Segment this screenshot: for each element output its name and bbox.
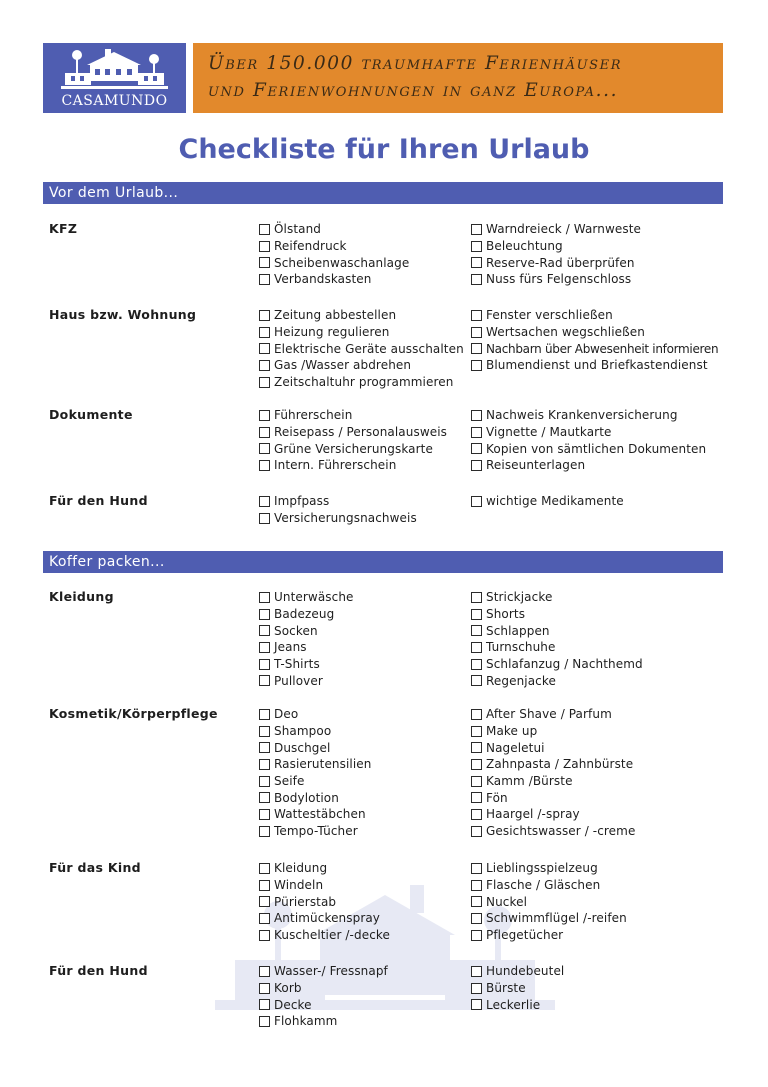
checklist-item[interactable] [471, 672, 643, 689]
checklist-item-label: Fenster verschließen [486, 308, 613, 323]
checklist-item-label: Make up [486, 724, 538, 739]
checklist-item-label: Seife [274, 774, 305, 789]
checklist-item-label: Nuckel [486, 894, 528, 909]
checkbox[interactable] [471, 759, 482, 770]
checklist-column-right [471, 307, 718, 374]
checklist-item[interactable] [259, 457, 447, 474]
checkbox[interactable] [259, 983, 270, 994]
checklist-item-label: After Shave / Parfum [486, 707, 612, 722]
checklist-item-label: Shorts [486, 607, 526, 622]
checkbox[interactable] [259, 609, 270, 620]
checkbox[interactable] [471, 460, 482, 471]
checklist-item-label: Scheibenwaschanlage [274, 255, 410, 270]
checklist-item-label: Intern. Führerschein [274, 458, 397, 473]
checklist-item[interactable] [471, 639, 643, 656]
checklist-item-label: Schwimmflügel /-reifen [486, 911, 627, 926]
checkbox[interactable] [471, 496, 482, 507]
checkbox[interactable] [471, 592, 482, 603]
checklist-item-label: Lieblingsspielzeug [486, 861, 598, 876]
checklist-item-label: Nachweis Krankenversicherung [486, 408, 678, 423]
checklist-item-label: Deo [274, 707, 299, 722]
category-label: Haus bzw. Wohnung [49, 307, 197, 322]
checklist-item[interactable] [471, 823, 635, 840]
category-label: Für den Hund [49, 493, 148, 508]
checklist-item-label: Leckerlie [486, 997, 541, 1012]
checklist-item-label: Zeitung abbestellen [274, 308, 397, 323]
checklist-item-label: Warndreieck / Warnweste [486, 222, 642, 237]
checklist-item-label: Führerschein [274, 408, 353, 423]
checklist-item[interactable] [259, 706, 371, 723]
checklist-item-label: Vignette / Mautkarte [486, 425, 612, 440]
checklist-item[interactable] [471, 963, 564, 980]
checkbox[interactable] [259, 809, 270, 820]
checklist-item[interactable] [259, 1013, 388, 1030]
checklist-item[interactable] [259, 589, 354, 606]
checklist-item[interactable] [259, 789, 371, 806]
checklist-item-label: wichtige Medikamente [486, 494, 624, 509]
checklist-item-label: Nageletui [486, 740, 545, 755]
checkbox[interactable] [259, 592, 270, 603]
checklist-item[interactable] [259, 756, 371, 773]
checklist-item-label: Wasser-/ Fressnapf [274, 964, 388, 979]
checklist-column-right [471, 589, 643, 689]
checklist-item[interactable] [259, 254, 409, 271]
checklist-item-label: Zeitschaltuhr programmieren [274, 375, 454, 390]
checkbox[interactable] [471, 224, 482, 235]
checklist-item[interactable] [471, 357, 718, 374]
checkbox[interactable] [259, 377, 270, 388]
checkbox[interactable] [259, 443, 270, 454]
checkbox[interactable] [259, 999, 270, 1010]
checklist-item[interactable] [471, 806, 635, 823]
checkbox[interactable] [259, 896, 270, 907]
checklist-item[interactable] [471, 789, 635, 806]
checkbox[interactable] [471, 241, 482, 252]
checklist-item[interactable] [471, 860, 627, 877]
checklist-item-label: Pflegetücher [486, 928, 564, 943]
checklist-item[interactable] [259, 622, 354, 639]
checkbox[interactable] [259, 274, 270, 285]
checkbox[interactable] [471, 257, 482, 268]
checklist-item[interactable] [471, 254, 641, 271]
checklist-column-right [471, 493, 624, 510]
checklist-item[interactable] [259, 424, 447, 441]
checklist-item[interactable] [259, 823, 371, 840]
checklist-item[interactable] [259, 374, 464, 391]
checklist-item[interactable] [471, 589, 643, 606]
checklist-column-left [259, 307, 464, 390]
checklist-item[interactable] [259, 893, 390, 910]
checklist-item[interactable] [471, 622, 643, 639]
checklist-item-label: Korb [274, 981, 302, 996]
checkbox[interactable] [471, 410, 482, 421]
checklist-column-left [259, 221, 409, 288]
checklist-item-label: Badezeug [274, 607, 335, 622]
checkbox[interactable] [471, 360, 482, 371]
checklist-item[interactable] [259, 739, 371, 756]
checklist-item[interactable] [471, 457, 706, 474]
checklist-item-label: Beleuchtung [486, 239, 563, 254]
checkbox[interactable] [259, 241, 270, 252]
checklist-item[interactable] [259, 996, 388, 1013]
checkbox[interactable] [259, 513, 270, 524]
checklist-item[interactable] [259, 963, 388, 980]
checkbox[interactable] [471, 983, 482, 994]
checklist-item[interactable] [471, 723, 635, 740]
checklist-item-label: Wattestäbchen [274, 807, 366, 822]
checklist-item-label: Regenjacke [486, 673, 556, 688]
checkbox[interactable] [471, 427, 482, 438]
casamundo-logo [43, 43, 186, 113]
checklist-item-label: Haargel /-spray [486, 807, 580, 822]
checklist-item[interactable] [259, 860, 390, 877]
checklist-item[interactable] [471, 877, 627, 894]
checklist-item-label: Schlappen [486, 623, 550, 638]
checkbox[interactable] [471, 709, 482, 720]
checklist-item[interactable] [471, 324, 718, 341]
checkbox[interactable] [471, 625, 482, 636]
checkbox[interactable] [259, 659, 270, 670]
checklist-item[interactable] [471, 440, 706, 457]
checkbox[interactable] [259, 496, 270, 507]
checkbox[interactable] [259, 826, 270, 837]
checkbox[interactable] [471, 742, 482, 753]
checkbox[interactable] [259, 310, 270, 321]
checklist-item[interactable] [259, 656, 354, 673]
checklist-item-label: Bodylotion [274, 790, 339, 805]
checklist-item-label: Nachbarn über Abwesenheit informieren [486, 341, 719, 356]
checkbox[interactable] [471, 675, 482, 686]
checklist-item[interactable] [471, 407, 706, 424]
checklist-item[interactable] [259, 510, 417, 527]
checklist-item-label: Windeln [274, 878, 324, 893]
checklist-item[interactable] [471, 606, 643, 623]
checklist-item-label: Elektrische Geräte ausschalten [274, 341, 464, 356]
checkbox[interactable] [471, 343, 482, 354]
checkbox[interactable] [259, 776, 270, 787]
checklist-item-label: Kleidung [274, 861, 328, 876]
checklist-item-label: Reisepass / Personalausweis [274, 425, 448, 440]
checklist-item-label: Gesichtswasser / -creme [486, 824, 636, 839]
checkbox[interactable] [471, 310, 482, 321]
checklist-item[interactable] [471, 424, 706, 441]
checklist-item-label: T-Shirts [274, 657, 320, 672]
checkbox[interactable] [471, 776, 482, 787]
checklist-item[interactable] [471, 656, 643, 673]
checklist-item[interactable] [471, 893, 627, 910]
category-label: Für den Hund [49, 963, 148, 978]
checklist-item[interactable] [259, 493, 417, 510]
checklist-item[interactable] [259, 723, 371, 740]
checkbox[interactable] [259, 759, 270, 770]
checkbox[interactable] [259, 709, 270, 720]
checklist-item[interactable] [259, 672, 354, 689]
checkbox[interactable] [471, 274, 482, 285]
checkbox[interactable] [471, 880, 482, 891]
checklist-item-label: Nuss fürs Felgenschloss [486, 272, 632, 287]
checklist-item-label: Pürierstab [274, 894, 337, 909]
checkbox[interactable] [259, 343, 270, 354]
checkbox[interactable] [259, 742, 270, 753]
checklist-item[interactable] [259, 238, 409, 255]
checkbox[interactable] [471, 863, 482, 874]
checklist-item-label: Tempo-Tücher [274, 824, 358, 839]
checklist-item-label: Flohkamm [274, 1014, 338, 1029]
checklist-item-label: Unterwäsche [274, 590, 354, 605]
checklist-item-label: Socken [274, 623, 318, 638]
checklist-item[interactable] [259, 980, 388, 997]
checkbox[interactable] [471, 999, 482, 1010]
checklist-item[interactable] [259, 877, 390, 894]
checklist-item[interactable] [259, 440, 447, 457]
checkbox[interactable] [259, 966, 270, 977]
checklist-item[interactable] [259, 927, 390, 944]
checklist-item[interactable] [471, 756, 635, 773]
checkbox[interactable] [259, 675, 270, 686]
checkbox[interactable] [259, 726, 270, 737]
checkbox[interactable] [259, 327, 270, 338]
checkbox[interactable] [471, 966, 482, 977]
checklist-item-label: Decke [274, 997, 312, 1012]
checklist-item-label: Kamm /Bürste [486, 774, 573, 789]
checklist-item-label: Strickjacke [486, 590, 553, 605]
checklist-item-label: Schlafanzug / Nachthemd [486, 657, 643, 672]
checkbox[interactable] [471, 443, 482, 454]
checklist-item[interactable] [471, 773, 635, 790]
checklist-item-label: Reifendruck [274, 239, 347, 254]
checklist-item[interactable] [471, 307, 718, 324]
checkbox[interactable] [471, 826, 482, 837]
checklist-item-label: Kuscheltier /-decke [274, 928, 390, 943]
checkbox[interactable] [259, 792, 270, 803]
checklist-item[interactable] [259, 910, 390, 927]
checklist-item[interactable] [471, 927, 627, 944]
checklist-item[interactable] [471, 996, 564, 1013]
checkbox[interactable] [471, 896, 482, 907]
checklist-item[interactable] [471, 706, 635, 723]
checklist-item-label: Gas /Wasser abdrehen [274, 358, 412, 373]
checklist-item[interactable] [259, 806, 371, 823]
checklist-column-right [471, 706, 635, 840]
checkbox[interactable] [259, 642, 270, 653]
checklist-item[interactable] [471, 340, 718, 357]
checklist-column-left [259, 493, 417, 526]
checklist-column-left [259, 963, 388, 1030]
checkbox[interactable] [471, 659, 482, 670]
checklist-item-label: Kopien von sämtlichen Dokumenten [486, 441, 707, 456]
checkbox[interactable] [259, 880, 270, 891]
checklist-item[interactable] [471, 221, 641, 238]
checklist-item-label: Impfpass [274, 494, 330, 509]
checklist-column-right [471, 963, 564, 1013]
tagline-banner [193, 43, 723, 113]
checklist-item-label: Bürste [486, 981, 526, 996]
checklist-item-label: Grüne Versicherungskarte [274, 441, 433, 456]
checklist-item-label: Heizung regulieren [274, 325, 390, 340]
checklist-item-label: Turnschuhe [486, 640, 556, 655]
checklist-item-label: Zahnpasta / Zahnbürste [486, 757, 634, 772]
checklist-item[interactable] [259, 773, 371, 790]
checklist-item[interactable] [471, 493, 624, 510]
category-label: Kleidung [49, 589, 114, 604]
checklist-item[interactable] [259, 639, 354, 656]
checkbox[interactable] [259, 863, 270, 874]
checklist-item-label: Reserve-Rad überprüfen [486, 255, 635, 270]
checklist-item[interactable] [259, 221, 409, 238]
checklist-item[interactable] [471, 271, 641, 288]
checkbox[interactable] [471, 726, 482, 737]
category-label: KFZ [49, 221, 78, 236]
checkbox[interactable] [471, 327, 482, 338]
checkbox[interactable] [259, 427, 270, 438]
checklist-column-left [259, 589, 354, 689]
checklist-item[interactable] [471, 739, 635, 756]
checkbox[interactable] [259, 257, 270, 268]
checklist-column-right [471, 860, 627, 943]
page-title: Checkliste für Ihren Urlaub [178, 134, 590, 165]
logo-text: CASAMUNDO [61, 93, 168, 109]
checklist-item[interactable] [259, 407, 447, 424]
checklist-item-label: Blumendienst und Briefkastendienst [486, 358, 708, 373]
checklist-item-label: Jeans [274, 640, 307, 655]
checklist-item-label: Rasierutensilien [274, 757, 372, 772]
checklist-item-label: Reiseunterlagen [486, 458, 586, 473]
tagline-line-2: und Ferienwohnungen in ganz Europa... [208, 80, 619, 101]
category-label: Kosmetik/Körperpflege [49, 706, 218, 721]
checklist-column-left [259, 407, 447, 474]
checkbox[interactable] [471, 913, 482, 924]
checklist-item-label: Antimückenspray [274, 911, 381, 926]
section-header-koffer-packen: Koffer packen... [43, 551, 723, 573]
checkbox[interactable] [259, 913, 270, 924]
checklist-item-label: Pullover [274, 673, 323, 688]
checklist-item-label: Ölstand [274, 222, 322, 237]
checkbox[interactable] [259, 1016, 270, 1027]
checklist-item-label: Versicherungsnachweis [274, 511, 417, 526]
checkbox[interactable] [471, 809, 482, 820]
checklist-item[interactable] [471, 910, 627, 927]
checkbox[interactable] [259, 360, 270, 371]
checklist-item-label: Verbandskasten [274, 272, 372, 287]
checklist-item-label: Shampoo [274, 724, 332, 739]
category-label: Dokumente [49, 407, 133, 422]
checklist-column-right [471, 407, 706, 474]
checklist-item[interactable] [259, 271, 409, 288]
checklist-item[interactable] [471, 980, 564, 997]
category-label: Für das Kind [49, 860, 141, 875]
checkbox[interactable] [259, 460, 270, 471]
section-header-vor-dem-urlaub: Vor dem Urlaub... [43, 182, 723, 204]
tagline-line-1: Über 150.000 traumhafte Ferienhäuser [208, 53, 623, 74]
checklist-column-left [259, 706, 371, 840]
checklist-item[interactable] [471, 238, 641, 255]
checklist-item-label: Flasche / Gläschen [486, 878, 601, 893]
checkbox[interactable] [471, 609, 482, 620]
checklist-item[interactable] [259, 606, 354, 623]
checkbox[interactable] [259, 224, 270, 235]
checklist-item-label: Duschgel [274, 740, 331, 755]
checkbox[interactable] [259, 410, 270, 421]
checklist-item-label: Fön [486, 790, 508, 805]
checklist-column-left [259, 860, 390, 943]
checkbox[interactable] [471, 642, 482, 653]
checkbox[interactable] [471, 792, 482, 803]
checklist-item[interactable] [259, 357, 464, 374]
checkbox[interactable] [471, 930, 482, 941]
checklist-item-label: Hundebeutel [486, 964, 565, 979]
checklist-item-label: Wertsachen wegschließen [486, 325, 645, 340]
checklist-column-right [471, 221, 641, 288]
checkbox[interactable] [259, 625, 270, 636]
checklist-item[interactable] [259, 340, 464, 357]
checklist-item[interactable] [259, 307, 464, 324]
checkbox[interactable] [259, 930, 270, 941]
checklist-item[interactable] [259, 324, 464, 341]
